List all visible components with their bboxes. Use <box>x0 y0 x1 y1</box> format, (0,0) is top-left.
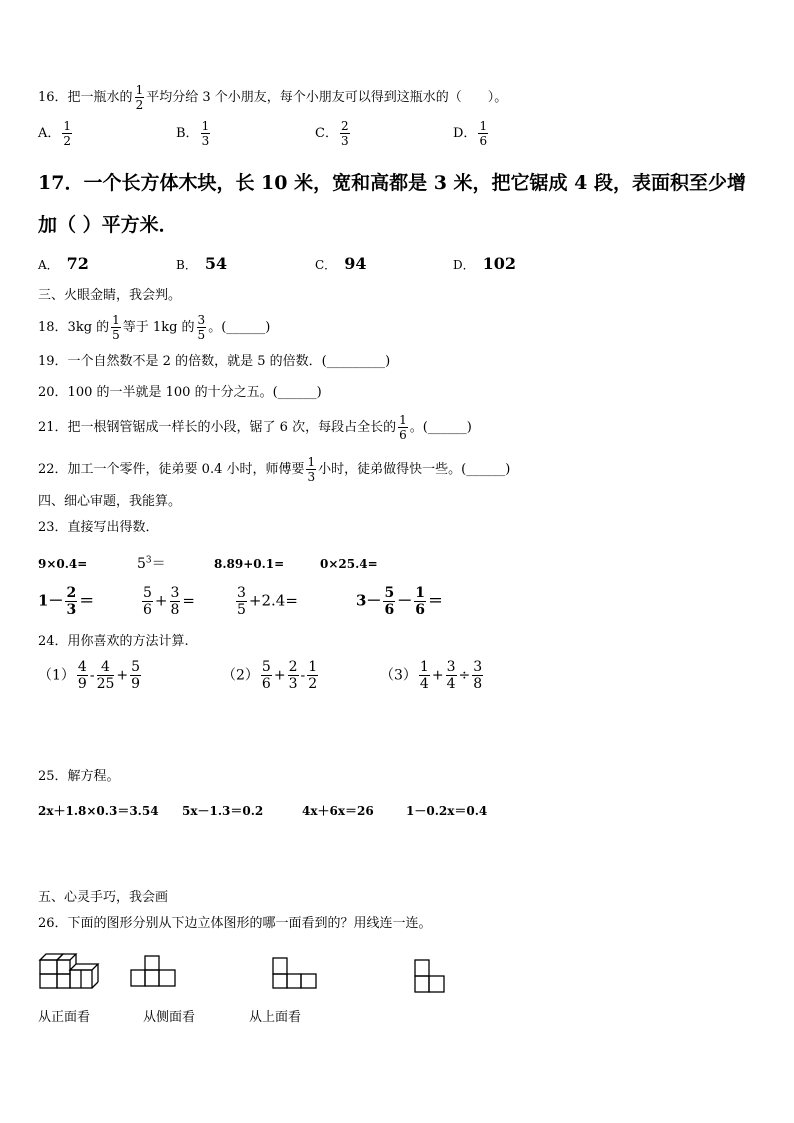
section-4-heading: 四、细心审题，我能算。 <box>38 494 182 509</box>
calc-item: 9×0.4= <box>38 557 88 571</box>
equation: 1－0.2x＝0.4 <box>406 804 488 818</box>
question-17-line1: 17．一个长方体木块，长 10 米，宽和高都是 3 米，把它锯成 4 段，表面积至少增 <box>38 172 747 194</box>
solid-figure <box>38 948 102 992</box>
calc-item: 3－ $\frac{5}{6}$ － $\frac{1}{6}$ ＝ <box>356 585 443 618</box>
question-17-line2: 加（ ）平方米． <box>38 214 178 236</box>
view-figure-front <box>130 954 178 990</box>
label-side-view: 从侧面看 <box>143 1010 196 1025</box>
calc-item: 0×25.4= <box>320 557 378 571</box>
question-23-title: 23．直接写出得数． <box>38 520 159 535</box>
label-top-view: 从上面看 <box>249 1010 302 1025</box>
question-20: 20．100 的一半就是 100 的十分之五。(______) <box>38 385 322 400</box>
question-24-title: 24．用你喜欢的方法计算. <box>38 634 189 649</box>
question-18: 18．3kg 的 $\frac{1}{5}$ 等于 1kg 的 $\frac{3}{5}$ 。(______) <box>38 313 271 342</box>
equation: 2x＋1.8×0.3＝3.54 <box>38 804 159 818</box>
section-5-heading: 五、心灵手巧，我会画 <box>38 890 169 905</box>
calc-item: $5^3=$ <box>137 555 166 572</box>
calc-item: $\frac{5}{6}$ + $\frac{3}{8}$ = <box>143 585 195 618</box>
question-21: 21．把一根钢管锯成一样长的小段，锯了 6 次，每段占全长的 $\frac{1}{6}$ 。(______) <box>38 413 472 442</box>
calc-item: 8.89+0.1= <box>214 557 285 571</box>
question-26-title: 26．下面的图形分别从下边立体图形的哪一面看到的？用线连一连。 <box>38 916 432 931</box>
calc-item: $\frac{3}{5}$ +2.4= <box>237 585 298 618</box>
view-figure-side <box>272 956 320 992</box>
calc-item: 1－ $\frac{2}{3}$ ＝ <box>38 585 95 618</box>
option-b[interactable]: B． $\frac{1}{3}$ <box>176 119 210 148</box>
option-a[interactable]: A． $\frac{1}{2}$ <box>38 119 72 148</box>
label-front-view: 从正面看 <box>38 1010 91 1025</box>
option-d[interactable]: D． 102 <box>453 254 517 273</box>
calc-item: （3） $\frac{1}{4}$ + $\frac{3}{4}$ ÷ $\frac{3}{8}$ <box>380 659 483 692</box>
equation: 5x－1.3＝0.2 <box>182 804 264 818</box>
calc-item: （2） $\frac{5}{6}$ + $\frac{2}{3}$ - $\frac{1}{2}$ <box>222 659 318 692</box>
equation: 4x＋6x＝26 <box>302 804 374 818</box>
question-22: 22．加工一个零件，徒弟要 0.4 小时，师傅要 $\frac{1}{3}$ 小时，徒弟做得快一些。(______) <box>38 455 511 484</box>
option-b[interactable]: B． 54 <box>176 254 228 273</box>
question-19: 19．一个自然数不是 2 的倍数，就是 5 的倍数．(_________) <box>38 354 391 369</box>
section-3-heading: 三、火眼金睛，我会判。 <box>38 288 182 303</box>
calc-item: （1） $\frac{4}{9}$ - $\frac{4}{25}$ + $\frac{5}{9}$ <box>38 659 141 692</box>
fraction: $\frac{1}{2}$ <box>135 83 144 112</box>
option-a[interactable]: A． 72 <box>38 254 89 273</box>
option-d[interactable]: D． $\frac{1}{6}$ <box>453 119 488 148</box>
view-figure-top <box>414 958 454 998</box>
option-c[interactable]: C． $\frac{2}{3}$ <box>315 119 349 148</box>
option-c[interactable]: C． 94 <box>315 254 367 273</box>
question-25-title: 25．解方程。 <box>38 769 120 784</box>
question-16: 16．把一瓶水的 $\frac{1}{2}$ 平均分给 3 个小朋友，每个小朋友可以得到这瓶水的（ ）。 <box>38 83 508 112</box>
